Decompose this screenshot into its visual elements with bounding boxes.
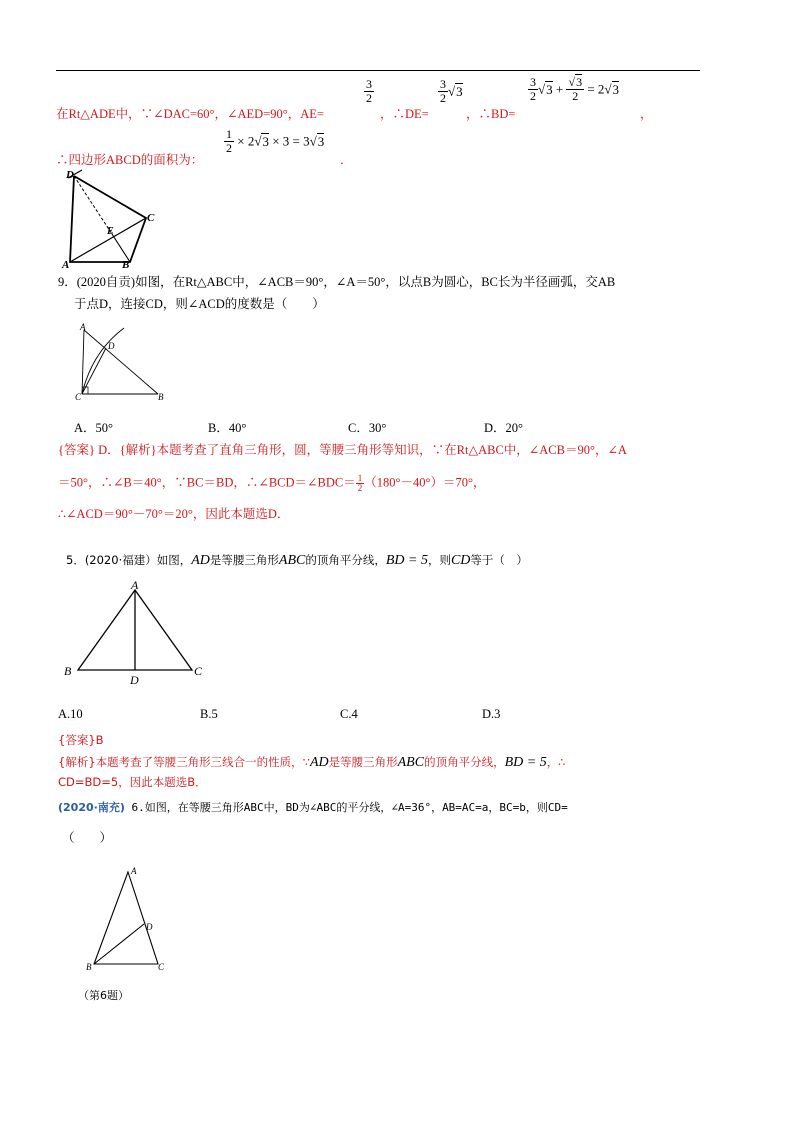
side-ab xyxy=(84,330,158,394)
q5-stem-text-4: ，则 xyxy=(427,553,451,567)
q9-answer-text-2: （180°－40°）＝70°， xyxy=(364,475,486,490)
label-c: C xyxy=(147,212,155,224)
label-d: D xyxy=(66,169,74,181)
side-ac xyxy=(82,330,84,394)
math-area: $\frac{1}{2}$ × 2√3 × 3 = 3√3 xyxy=(226,127,325,155)
figure-q5-isosceles-triangle xyxy=(58,578,218,688)
q6-caption: （第6题） xyxy=(78,989,129,1002)
label-a: A xyxy=(131,578,139,592)
area-end: ． xyxy=(340,153,353,167)
q5-answer: {答案}B xyxy=(58,733,104,747)
q5-math-cd: CD xyxy=(450,553,471,568)
solution-text: 在Rt△ADE中，∵∠DAC=60°，∠AED=90°，AE= xyxy=(56,107,324,121)
label-b: B xyxy=(86,962,92,972)
figure-q9-triangle xyxy=(72,322,172,402)
q6-paren: （ ） xyxy=(62,831,113,845)
math-bd: $\frac{3}{2}$ √3 + $\frac{√3}{2}$ = 2√3 xyxy=(530,75,620,103)
label-c: C xyxy=(194,664,203,678)
q5-stem-text-2: 是等腰三角形 xyxy=(209,553,279,567)
q9-answer-text: ＝50°，∴∠B＝40°，∵BC＝BD，∴∠BCD＝∠BDC＝ xyxy=(58,475,356,490)
q5-exp-math-ad: AD xyxy=(309,755,329,770)
q9-answer-line-2 xyxy=(58,474,485,493)
q5-explanation-line-2: CD=BD=5，因此本题选B． xyxy=(58,775,207,789)
label-d: D xyxy=(108,341,115,351)
q6-source: (2020·南充) xyxy=(58,801,125,814)
figure-q6-triangle xyxy=(78,860,178,976)
q5-stem xyxy=(66,552,528,569)
label-a: A xyxy=(131,866,137,876)
q5-math-ad: AD xyxy=(191,553,210,568)
q9-stem-line-2: 于点D，连接CD，则∠ACD的度数是（ ） xyxy=(74,297,325,311)
q5-stem-text-5: 等于（ ） xyxy=(470,553,528,567)
q5-exp-text-4: ，∴ xyxy=(546,755,566,769)
solution-sep-bd: ，∴BD= xyxy=(466,107,516,121)
label-e: E xyxy=(107,226,114,237)
q5-option-c: C.4 xyxy=(340,707,358,721)
solution-sep-de: ，∴DE= xyxy=(380,107,429,121)
solution-line-1 xyxy=(56,106,324,122)
q5-option-a: A.10 xyxy=(58,707,83,721)
label-d: D xyxy=(130,673,139,687)
q5-exp-math-bd: BD = 5 xyxy=(504,755,547,770)
label-a: A xyxy=(80,322,86,332)
q5-math-bd: BD = 5 xyxy=(385,553,428,568)
label-b: B xyxy=(122,259,130,270)
q5-option-d: D.3 xyxy=(482,707,501,721)
diagonal-ac xyxy=(70,218,146,262)
q9-half-fraction: $\frac{1}{2}$ xyxy=(357,473,363,493)
segment-eb xyxy=(112,234,130,262)
arc-bc xyxy=(82,328,124,394)
q9-answer-line-3: ∴∠ACD＝90°－70°＝20°，因此本题选D． xyxy=(58,507,290,521)
q5-stem-text: 5．(2020·福建）如图， xyxy=(66,553,192,567)
q5-exp-text-3: 的顶角平分线， xyxy=(424,755,505,769)
q9-option-a: A．50° xyxy=(74,421,114,435)
triangle-abc xyxy=(94,872,158,964)
label-b: B xyxy=(158,392,164,402)
q5-exp-math-abc: ABC xyxy=(397,755,425,770)
q6-stem xyxy=(58,800,568,816)
q6-stem-text: 6.如图，在等腰三角形ABC中，BD为∠ABC的平分线，∠A=36°，AB=AC=a，BC=b，则CD= xyxy=(124,801,568,814)
figure-quadrilateral xyxy=(58,166,168,270)
q5-option-b: B.5 xyxy=(200,707,218,721)
q9-answer-line-1: {答案} D．{解析}本题考查了直角三角形，圆，等腰三角形等知识，∵在Rt△ABC中，∠ACB＝90°，∠A xyxy=(58,443,627,457)
label-d: D xyxy=(146,922,153,932)
q5-explanation-line-1 xyxy=(58,754,566,771)
math-de: $\frac{3}{2}$ √3 xyxy=(440,77,463,105)
q9-option-c: C．30° xyxy=(348,421,387,435)
header-rule xyxy=(56,70,700,71)
q5-exp-text: {解析}本题考查了等腰三角形三线合一的性质，∵ xyxy=(58,755,310,769)
math-ae-fraction: $\frac{3}{2}$ xyxy=(366,77,372,105)
label-a: A xyxy=(62,259,70,270)
area-line: ∴四边形ABCD的面积为： xyxy=(56,153,204,167)
q5-exp-text-2: 是等腰三角形 xyxy=(328,755,398,769)
label-c: C xyxy=(75,392,82,402)
quad-outline xyxy=(70,176,146,262)
label-b: B xyxy=(64,664,72,678)
q5-math-abc: ABC xyxy=(278,553,306,568)
q5-stem-text-3: 的顶角平分线， xyxy=(305,553,386,567)
label-c: C xyxy=(158,962,165,972)
q9-option-d: D．20° xyxy=(484,421,524,435)
q9-option-b: B．40° xyxy=(208,421,247,435)
solution-end-comma: ， xyxy=(640,107,653,121)
q9-stem-line-1: 9．(2020自贡)如图，在Rt△ABC中，∠ACB＝90°，∠A＝50°，以点B为圆心，BC长为半径画弧，交AB xyxy=(58,275,616,289)
